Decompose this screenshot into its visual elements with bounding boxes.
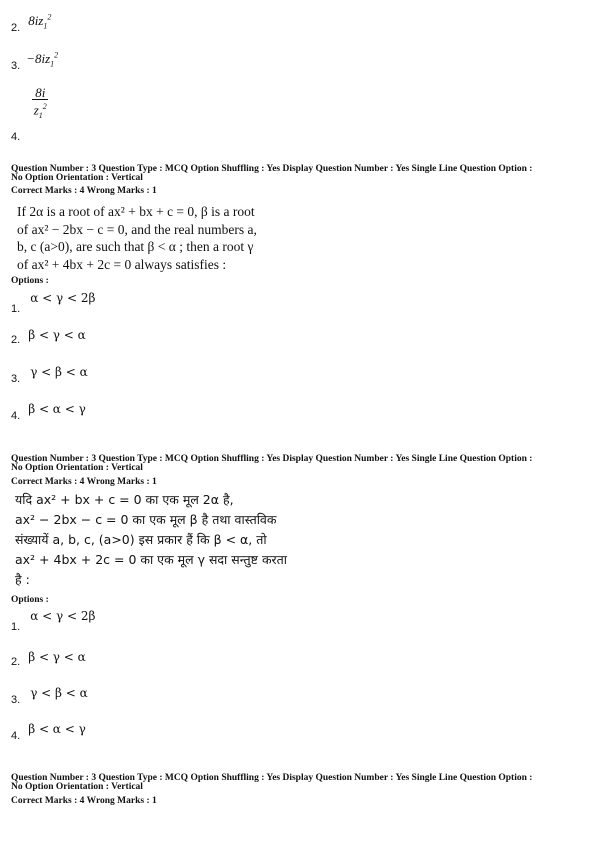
options-label: Options : [11,595,49,605]
expr-superscript: 2 [54,50,59,60]
question-line: ax² + 4bx + 2c = 0 का एक मूल γ सदा सन्तुष्ट करता [15,552,288,567]
prev-option-4 [11,85,48,144]
options-label: Options : [11,276,49,286]
option-text: γ < β < α [30,686,88,700]
question-line: of ax² + 4bx + 2c = 0 always satisfies : [17,256,227,272]
marks-line: Correct Marks : 4 Wrong Marks : 1 [11,796,157,806]
expr-subscript: 1 [43,21,48,31]
question-header-cont: No Option Orientation : Vertical [11,173,143,183]
prev-option-3 [11,50,59,72]
option-4[interactable] [11,720,86,742]
option-number: 4. [11,131,21,144]
option-2[interactable] [11,648,86,666]
expr-superscript: 2 [42,102,47,111]
option-number: 1. [11,303,21,315]
expr-superscript: 2 [47,12,52,22]
question-line: संख्यायें a, b, c, (a>0) इस प्रकार हैं कि β < α, तो [15,532,267,547]
expr-base: −8iz [26,51,51,66]
question-line: है : [15,572,30,587]
option-text: β < γ < α [28,650,86,664]
option-text: α < γ < 2β [30,609,96,623]
option-expression [28,12,52,31]
option-number: 4. [11,730,21,742]
option-1[interactable] [11,607,96,633]
question-header-cont: No Option Orientation : Vertical [11,782,143,792]
option-number: 3. [11,373,21,385]
question-text [15,490,287,590]
question-line: of ax² − 2bx − c = 0, and the real numbers a, [17,221,257,237]
question-line: b, c (a>0), are such that β < α ; then a root γ [17,239,254,254]
option-text: γ < β < α [30,365,88,379]
question-header: Question Number : 3 Question Type : MCQ Option Shuffling : Yes Display Question Number : Yes Single Line Question Option : [11,164,533,174]
question-line: If 2α is a root of ax² + bx + c = 0, β is a root [17,204,255,219]
expr-subscript: 1 [38,110,43,120]
option-text: β < α < γ [28,722,86,736]
marks-line: Correct Marks : 4 Wrong Marks : 1 [11,186,157,196]
option-number: 3. [11,60,21,72]
option-expression [26,50,59,69]
question-header: Question Number : 3 Question Type : MCQ Option Shuffling : Yes Display Question Number : Yes Single Line Question Option : [11,454,533,464]
question-line: यदि ax² + bx + c = 0 का एक मूल 2α है, [15,492,234,507]
option-text: β < γ < α [28,328,86,342]
option-number: 4. [11,410,21,422]
option-2[interactable] [11,326,86,344]
option-number: 2. [11,656,21,668]
option-3[interactable] [11,684,88,706]
expr-base: z [33,102,39,118]
option-number: 2. [11,334,21,346]
question-text [17,203,257,273]
option-number: 3. [11,694,21,706]
question-header-cont: No Option Orientation : Vertical [11,463,143,473]
question-line: ax² − 2bx − c = 0 का एक मूल β है तथा वास्तविक [15,512,277,527]
option-4[interactable] [11,400,86,422]
option-fraction [32,86,48,122]
question-header: Question Number : 3 Question Type : MCQ Option Shuffling : Yes Display Question Number : Yes Single Line Question Option : [11,773,533,783]
option-text: β < α < γ [28,402,86,416]
fraction-numerator: 8i [32,86,48,100]
option-3[interactable] [11,363,88,385]
option-text: α < γ < 2β [30,291,96,305]
expr-base: 8iz [28,13,44,28]
option-number: 1. [11,621,21,633]
option-1[interactable] [11,289,96,315]
option-number: 2. [11,22,21,34]
marks-line: Correct Marks : 4 Wrong Marks : 1 [11,477,157,487]
fraction-denominator [32,100,48,122]
prev-option-2 [11,12,52,34]
expr-subscript: 1 [50,59,55,69]
